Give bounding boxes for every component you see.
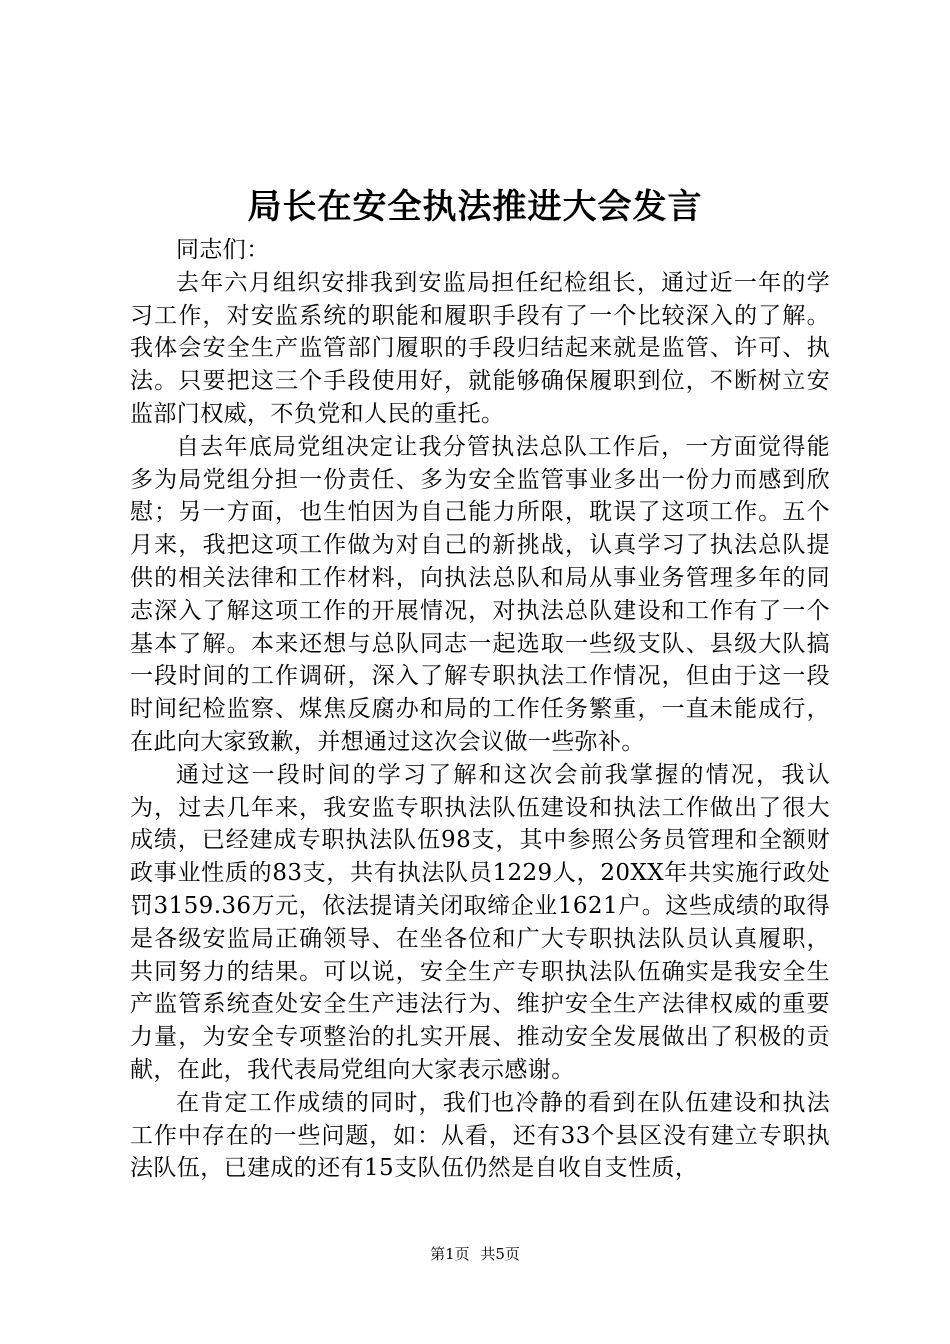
paragraph-4: 在肯定工作成绩的同时，我们也冷静的看到在队伍建设和执法工作中存在的一些问题，如：从看，还有33个县区没有建立专职执法队伍，已建成的还有15支队伍仍然是自收自支性质，	[130, 1089, 830, 1182]
page-footer	[0, 1244, 950, 1264]
greeting: 同志们：	[176, 237, 270, 263]
document-title: 局长在安全执法推进大会发言	[247, 187, 703, 227]
paragraph-2: 自去年底局党组决定让我分管执法总队工作后，一方面觉得能多为局党组分担一份责任、多为安全监管事业多出一份力而感到欣慰；另一方面，也生怕因为自己能力所限，耽误了这项工作。五个月来，我把这项工作做为对自己的新挑战，认真学习了执法总队提供的相关法律和工作材料，向执法总队和局从事业务管理多年的同志深入了解这项工作的开展情况，对执法总队建设和工作有了一个基本了解。本来还想与总队同志一起选取一些级支队、县级大队搞一段时间的工作调研，深入了解专职执法工作情况，但由于这一段时间纪检监察、煤焦反腐办和局的工作任务繁重，一直未能成行，在此向大家致歉，并想通过这次会议做一些弥补。	[130, 433, 830, 755]
document-body	[130, 234, 830, 1185]
paragraph-1: 去年六月组织安排我到安监局担任纪检组长，通过近一年的学习工作，对安监系统的职能和履职手段有了一个比较深入的了解。我体会安全生产监管部门履职的手段归结起来就是监管、许可、执法。只要把这三个手段使用好，就能够确保履职到位，不断树立安监部门权威，不负党和人民的重托。	[130, 269, 830, 427]
page-total: 共5页	[480, 1245, 520, 1263]
page-number: 第1页	[430, 1245, 470, 1263]
paragraph-3: 通过这一段时间的学习了解和这次会前我掌握的情况，我认为，过去几年来，我安监专职执法队伍建设和执法工作做出了很大成绩，已经建成专职执法队伍98支，其中参照公务员管理和全额财政事业性质的83支，共有执法队员1229人，20XX年共实施行政处罚3159.36万元，依法提请关闭取缔企业1621户。这些成绩的取得是各级安监局正确领导、在坐各位和广大专职执法队员认真履职，共同努力的结果。可以说，安全生产专职执法队伍确实是我安全生产监管系统查处安全生产违法行为、维护安全生产法律权威的重要力量，为安全专项整治的扎实开展、推动安全发展做出了积极的贡献，在此，我代表局党组向大家表示感谢。	[130, 761, 830, 1083]
